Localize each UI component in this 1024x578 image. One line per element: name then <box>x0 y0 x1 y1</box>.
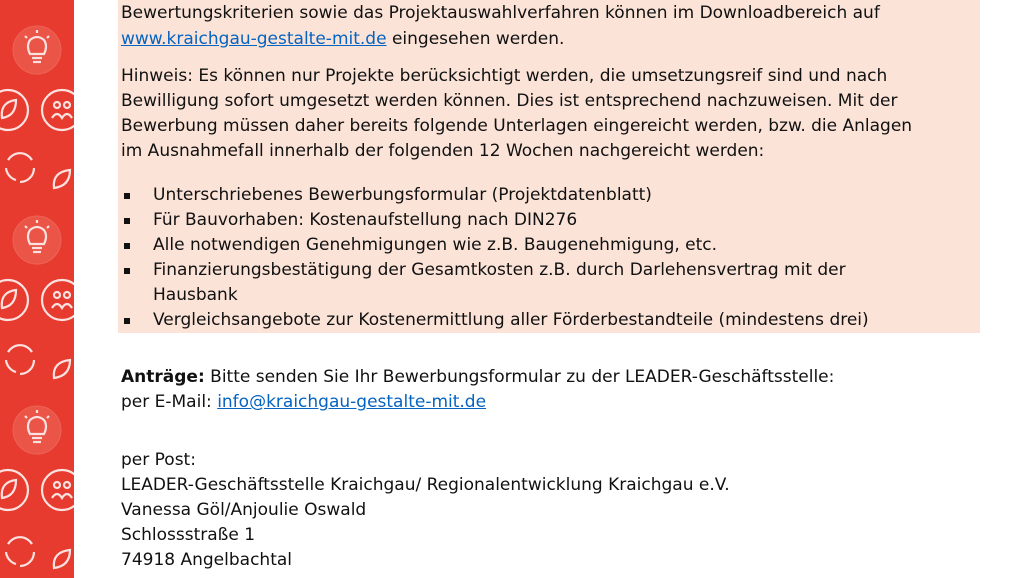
list-item-text: Finanzierungsbestätigung der Gesamtkosten z.B. durch Darlehensvertrag mit der <box>153 260 846 280</box>
intro-line-2 <box>121 27 564 52</box>
bullet-marker <box>124 318 130 324</box>
list-item-text: Für Bauvorhaben: Kostenaufstellung nach DIN276 <box>153 210 578 230</box>
list-item-text: Vergleichsangebote zur Kostenermittlung aller Förderbestandteile (mindestens drei) <box>153 310 869 330</box>
list-item-text: Unterschriebenes Bewerbungsformular (Projektdatenblatt) <box>153 185 652 205</box>
post-label: per Post: <box>121 450 196 470</box>
address-line: Schlossstraße 1 <box>121 525 256 545</box>
antraege-text: Bitte senden Sie Ihr Bewerbungsformular zu der LEADER-Geschäftsstelle: <box>204 367 835 387</box>
hint-line: im Ausnahmefall innerhalb der folgenden 12 Wochen nachgereicht werden: <box>121 141 765 161</box>
hint-line: Bewerbung müssen daher bereits folgende Unterlagen eingereicht werden, bzw. die Anlagen <box>121 116 913 136</box>
intro-line-1: Bewertungskriterien sowie das Projektauswahlverfahren können im Downloadbereich auf <box>121 3 880 23</box>
sidebar-icon-pattern <box>0 0 74 578</box>
leaf-icon <box>54 170 70 188</box>
people-icon <box>42 90 74 130</box>
address-line: LEADER-Geschäftsstelle Kraichgau/ Regionalentwicklung Kraichgau e.V. <box>121 475 730 495</box>
email-line <box>121 390 486 415</box>
intro-line-2-rest: eingesehen werden. <box>386 29 565 49</box>
antraege-line <box>121 365 834 390</box>
hint-line: Bewilligung sofort umgesetzt werden können. Dies ist entsprechend nachzuweisen. Mit der <box>121 91 898 111</box>
website-link[interactable]: www.kraichgau-gestalte-mit.de <box>121 29 387 49</box>
recycle-icon <box>6 537 34 566</box>
people-icon <box>42 470 74 510</box>
lightbulb-icon <box>13 216 61 264</box>
bullet-marker <box>124 218 130 224</box>
bullet-marker <box>124 268 130 274</box>
list-item-text: Alle notwendigen Genehmigungen wie z.B. Baugenehmigung, etc. <box>153 235 718 255</box>
recycle-icon <box>6 153 34 182</box>
leaf-icon <box>54 360 70 378</box>
people-icon <box>42 280 74 320</box>
email-prefix: per E-Mail: <box>121 392 218 412</box>
address-line: 74918 Angelbachtal <box>121 550 292 570</box>
leaf-icon <box>0 90 28 130</box>
bullet-marker <box>124 193 130 199</box>
hint-line: Hinweis: Es können nur Projekte berücksichtigt werden, die umsetzungsreif sind und nach <box>121 66 888 86</box>
lightbulb-icon <box>13 26 61 74</box>
leaf-icon <box>0 280 28 320</box>
antraege-label: Anträge: <box>121 367 205 387</box>
leaf-icon <box>0 470 28 510</box>
bullet-marker <box>124 243 130 249</box>
recycle-icon <box>6 345 34 374</box>
address-line: Vanessa Göl/Anjoulie Oswald <box>121 500 367 520</box>
leaf-icon <box>54 550 70 568</box>
lightbulb-icon <box>13 406 61 454</box>
decorative-sidebar <box>0 0 74 578</box>
list-item-text: Hausbank <box>153 285 238 305</box>
email-link[interactable]: info@kraichgau-gestalte-mit.de <box>217 392 487 412</box>
